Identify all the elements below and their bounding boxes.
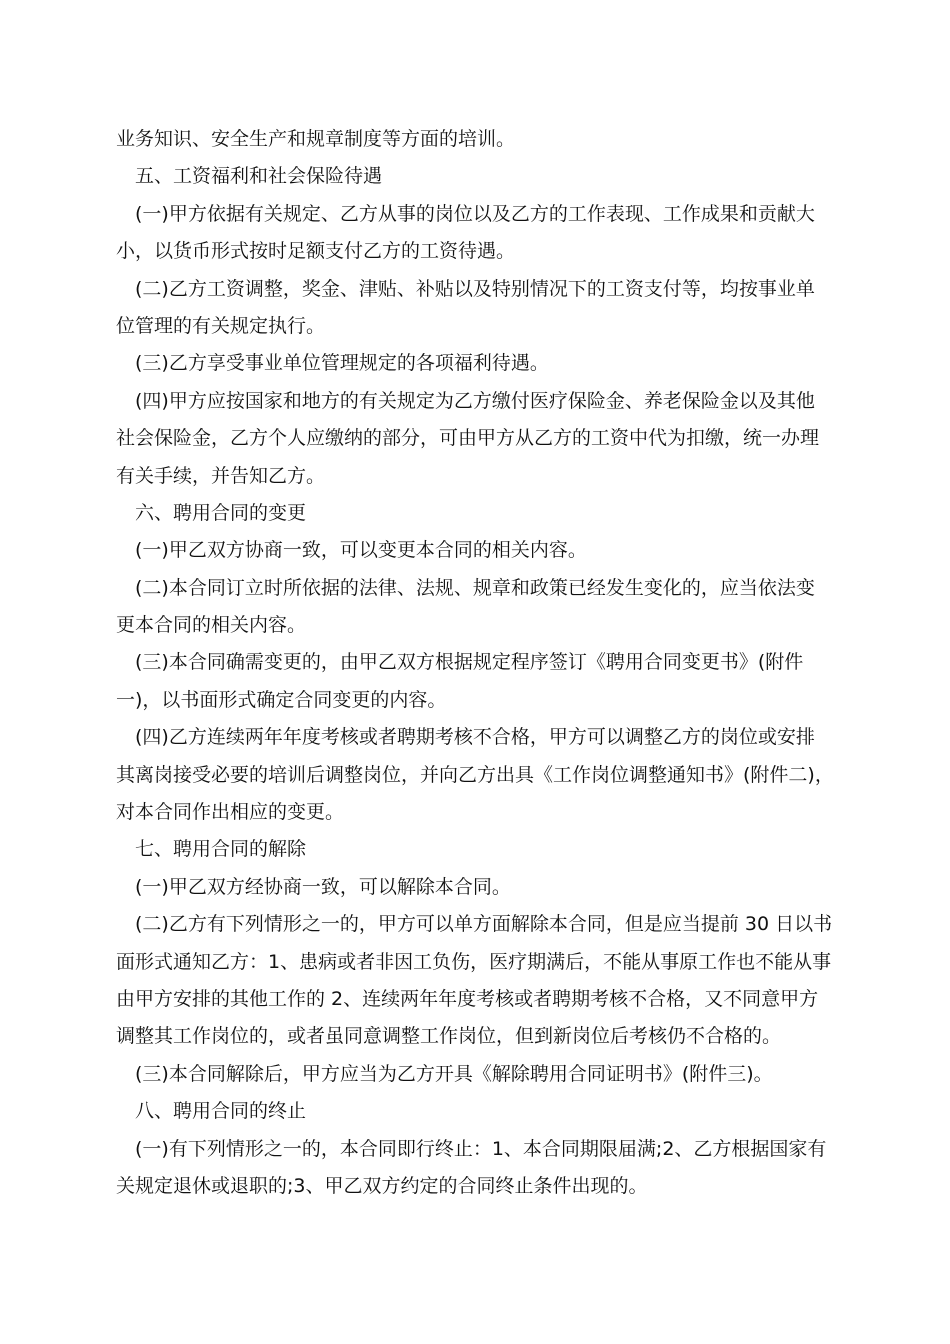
text-line: 调整其工作岗位的，或者虽同意调整工作岗位，但到新岗位后考核仍不合格的。 — [116, 1025, 782, 1048]
section-heading-5: 五、工资福利和社会保险待遇 — [135, 165, 383, 188]
text-line: 关规定退休或退职的;3、甲乙双方约定的合同终止条件出现的。 — [116, 1174, 648, 1197]
text-line: 由甲方安排的其他工作的 2、连续两年年度考核或者聘期考核不合格，又不同意甲方 — [116, 987, 819, 1010]
section-heading-8: 八、聘用合同的终止 — [135, 1100, 307, 1123]
text-line: (一)甲乙双方经协商一致，可以解除本合同。 — [135, 875, 511, 898]
section-heading-7: 七、聘用合同的解除 — [135, 838, 307, 861]
text-line: (三)乙方享受事业单位管理规定的各项福利待遇。 — [135, 352, 549, 375]
text-line: (二)乙方工资调整，奖金、津贴、补贴以及特别情况下的工资支付等，均按事业单 — [135, 277, 815, 300]
text-line: 一)，以书面形式确定合同变更的内容。 — [116, 688, 447, 711]
section-heading-6: 六、聘用合同的变更 — [135, 501, 307, 524]
text-line: (四)甲方应按国家和地方的有关规定为乙方缴付医疗保险金、养老保险金以及其他 — [135, 389, 815, 412]
text-line: 有关手续，并告知乙方。 — [116, 464, 326, 487]
text-line: 社会保险金，乙方个人应缴纳的部分，可由甲方从乙方的工资中代为扣缴，统一办理 — [116, 427, 820, 450]
text-line: 位管理的有关规定执行。 — [116, 314, 326, 337]
text-line: 小，以货币形式按时足额支付乙方的工资待遇。 — [116, 240, 516, 263]
text-line: (四)乙方连续两年年度考核或者聘期考核不合格，甲方可以调整乙方的岗位或安排 — [135, 726, 815, 749]
text-line: (二)乙方有下列情形之一的，甲方可以单方面解除本合同，但是应当提前 30 日以书 — [135, 913, 833, 936]
text-line: (一)甲方依据有关规定、乙方从事的岗位以及乙方的工作表现、工作成果和贡献大 — [135, 202, 815, 225]
text-line: (二)本合同订立时所依据的法律、法规、规章和政策已经发生变化的，应当依法变 — [135, 576, 815, 599]
document-body — [116, 121, 850, 1205]
text-line: 更本合同的相关内容。 — [116, 614, 307, 637]
text-line: 业务知识、安全生产和规章制度等方面的培训。 — [116, 128, 516, 150]
text-line: 面形式通知乙方：1、患病或者非因工负伤，医疗期满后，不能从事原工作也不能从事 — [116, 950, 832, 973]
text-line: (三)本合同确需变更的，由甲乙双方根据规定程序签订《聘用合同变更书》(附件 — [135, 651, 804, 674]
text-line: 对本合同作出相应的变更。 — [116, 801, 345, 824]
text-line: (三)本合同解除后，甲方应当为乙方开具《解除聘用合同证明书》(附件三)。 — [135, 1062, 773, 1085]
text-line: 其离岗接受必要的培训后调整岗位，并向乙方出具《工作岗位调整通知书》(附件二)， — [116, 763, 834, 786]
text-line: (一)甲乙双方协商一致，可以变更本合同的相关内容。 — [135, 539, 587, 562]
text-line: (一)有下列情形之一的，本合同即行终止：1、本合同期限届满;2、乙方根据国家有 — [135, 1137, 827, 1160]
